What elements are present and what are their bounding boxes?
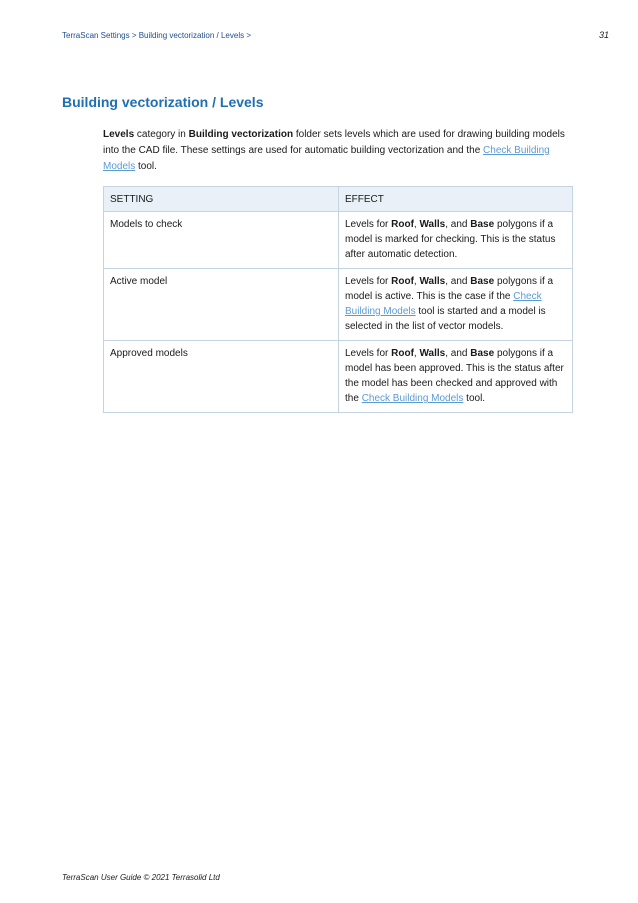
intro-paragraph bbox=[103, 127, 583, 175]
effect-term-base: Base bbox=[470, 219, 495, 230]
table-header-row bbox=[104, 187, 573, 212]
effect-text: , bbox=[413, 219, 420, 230]
setting-cell: Approved models bbox=[104, 341, 339, 413]
intro-term-building-vectorization: Building vectorization bbox=[188, 129, 294, 140]
effect-text: Levels for bbox=[345, 276, 392, 287]
effect-cell bbox=[339, 341, 573, 413]
effect-text: tool is started and a model is selected in the list of vector models. bbox=[345, 306, 546, 332]
effect-text: Levels for bbox=[345, 219, 392, 230]
page-title: Building vectorization / Levels bbox=[62, 94, 264, 110]
effect-text: , bbox=[413, 348, 420, 359]
page-number: 31 bbox=[598, 30, 609, 40]
effect-term-roof: Roof bbox=[391, 348, 414, 359]
intro-term-levels: Levels bbox=[103, 129, 135, 140]
effect-text: Levels for bbox=[345, 348, 392, 359]
effect-cell bbox=[339, 212, 573, 269]
effect-text: polygons if a model is active. This is the case if the bbox=[345, 276, 554, 302]
effect-term-walls: Walls bbox=[419, 276, 446, 287]
intro-text: category in bbox=[134, 129, 189, 140]
intro-text: tool. bbox=[135, 161, 157, 172]
effect-term-roof: Roof bbox=[391, 276, 414, 287]
column-header-setting: SETTING bbox=[104, 187, 339, 212]
check-building-models-link[interactable]: Check Building Models bbox=[103, 145, 550, 172]
setting-cell: Models to check bbox=[104, 212, 339, 269]
effect-text: , bbox=[413, 276, 420, 287]
table-row bbox=[104, 269, 573, 341]
settings-table bbox=[103, 186, 573, 413]
intro-text: folder sets levels which are used for drawing building models into the CAD file. These settings are used for automatic building vectorization and the bbox=[103, 129, 565, 156]
effect-text: polygons if a model is marked for checking. This is the status after automatic detection. bbox=[345, 219, 556, 260]
effect-term-roof: Roof bbox=[391, 219, 414, 230]
effect-text: , and bbox=[445, 276, 471, 287]
setting-cell: Active model bbox=[104, 269, 339, 341]
effect-term-base: Base bbox=[470, 276, 495, 287]
effect-term-base: Base bbox=[470, 348, 495, 359]
table-row bbox=[104, 212, 573, 269]
table-row bbox=[104, 341, 573, 413]
effect-cell bbox=[339, 269, 573, 341]
check-building-models-link[interactable]: Check Building Models bbox=[345, 291, 542, 317]
effect-text: tool. bbox=[463, 393, 486, 404]
footer: TerraScan User Guide © 2021 Terrasolid Ltd bbox=[62, 873, 220, 882]
column-header-effect: EFFECT bbox=[339, 187, 573, 212]
effect-text: polygons if a model has been approved. This is the status after the model has been checked and approved with the bbox=[345, 348, 564, 404]
check-building-models-link[interactable]: Check Building Models bbox=[361, 393, 464, 404]
effect-text: , and bbox=[445, 219, 471, 230]
effect-term-walls: Walls bbox=[419, 219, 446, 230]
effect-text: , and bbox=[445, 348, 471, 359]
effect-term-walls: Walls bbox=[419, 348, 446, 359]
breadcrumb[interactable]: TerraScan Settings > Building vectorization / Levels > bbox=[62, 31, 251, 40]
